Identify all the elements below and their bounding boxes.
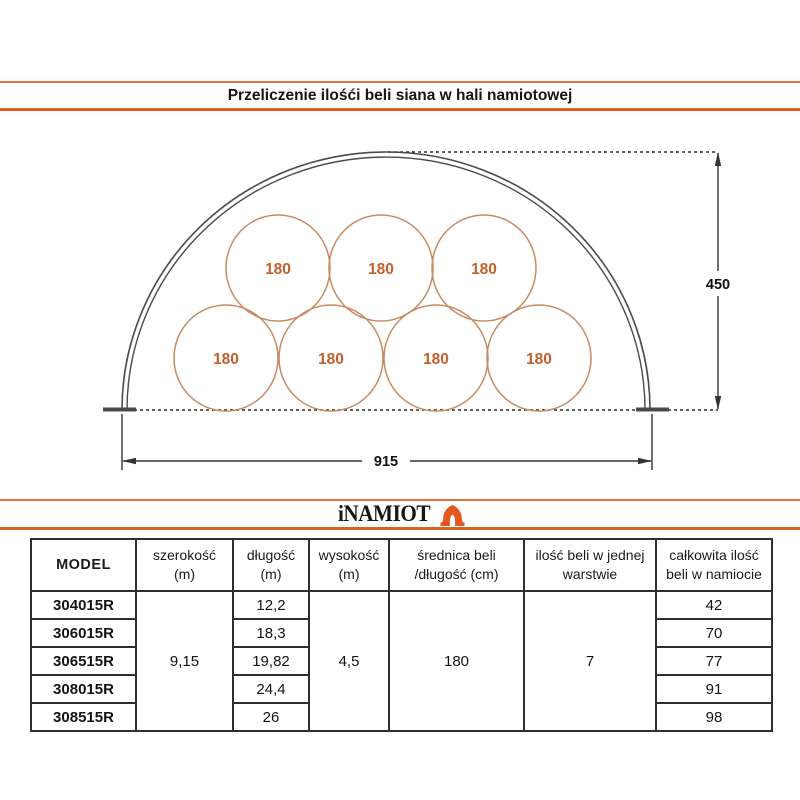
length-cell: 26 xyxy=(233,703,309,731)
bale-diameter-cell: 180 xyxy=(389,591,524,731)
bale-diameter-label: 180 xyxy=(265,261,291,278)
model-cell: 308515R xyxy=(31,703,136,731)
tent-cross-section-diagram xyxy=(0,140,800,490)
bale-diameter-label: 180 xyxy=(423,351,449,368)
spec-table xyxy=(30,538,773,732)
total-bales-cell: 70 xyxy=(656,619,772,647)
model-cell: 306515R xyxy=(31,647,136,675)
left-foot-plate xyxy=(103,408,136,412)
height-cell: 4,5 xyxy=(309,591,389,731)
col-header-height: wysokość (m) xyxy=(309,539,389,591)
logo-text: iNAMIOT xyxy=(338,501,430,526)
bale-diameter-label: 180 xyxy=(526,351,552,368)
length-cell: 19,82 xyxy=(233,647,309,675)
page-title: Przeliczenie ilośći beli siana w hali namiotowej xyxy=(227,87,573,104)
length-cell: 24,4 xyxy=(233,675,309,703)
bales-per-layer-cell: 7 xyxy=(524,591,656,731)
bale-diameter-label: 180 xyxy=(213,351,239,368)
col-header-length: długość (m) xyxy=(233,539,309,591)
logo-bar xyxy=(0,499,800,530)
bale-diameter-label: 180 xyxy=(318,351,344,368)
table-row xyxy=(31,591,772,619)
col-header-total-bales: całkowita ilość beli w namiocie xyxy=(656,539,772,591)
total-bales-cell: 77 xyxy=(656,647,772,675)
bale-diameter-label: 180 xyxy=(471,261,497,278)
total-bales-cell: 42 xyxy=(656,591,772,619)
title-bar xyxy=(0,81,800,111)
model-cell: 308015R xyxy=(31,675,136,703)
bale-diameter-label: 180 xyxy=(368,261,394,278)
col-header-width: szerokość (m) xyxy=(136,539,233,591)
col-header-bale-diameter: średnica beli /długość (cm) xyxy=(389,539,524,591)
width-cell: 9,15 xyxy=(136,591,233,731)
col-header-bales-per-layer: ilość beli w jednej warstwie xyxy=(524,539,656,591)
total-bales-cell: 91 xyxy=(656,675,772,703)
height-dimension-label: 450 xyxy=(705,277,731,293)
tent-arch-icon xyxy=(439,503,466,527)
col-header-model: MODEL xyxy=(31,539,136,591)
right-foot-plate xyxy=(636,408,669,412)
length-cell: 12,2 xyxy=(233,591,309,619)
model-cell: 306015R xyxy=(31,619,136,647)
total-bales-cell: 98 xyxy=(656,703,772,731)
model-cell: 304015R xyxy=(31,591,136,619)
width-dimension-label: 915 xyxy=(373,454,399,470)
length-cell: 18,3 xyxy=(233,619,309,647)
header-row xyxy=(31,539,772,591)
